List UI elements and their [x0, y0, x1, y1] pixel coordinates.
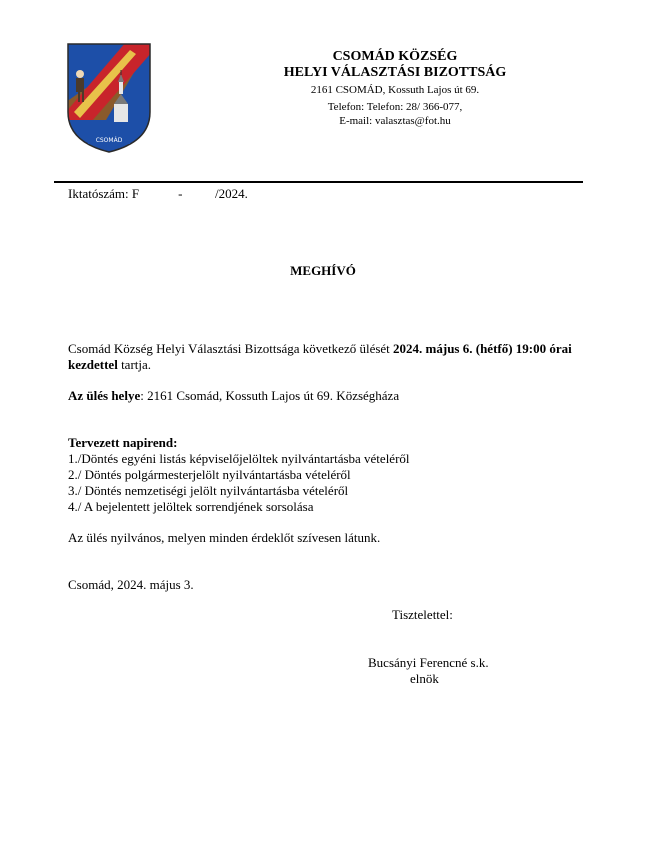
- header-organization: [250, 49, 540, 128]
- org-phone: Telefon: Telefon: 28/ 366-077,: [327, 101, 463, 113]
- org-email: E-mail: valasztas@fot.hu: [339, 115, 451, 127]
- crest-banner-text: CSOMÁD: [95, 137, 123, 144]
- closing-salutation: Tisztelettel:: [392, 607, 453, 622]
- meeting-place: [68, 388, 588, 404]
- date-line: Csomád, 2024. május 3.: [68, 577, 194, 592]
- intro-text-2: tartja.: [117, 357, 152, 372]
- intro-datetime: 2024. május 6. (hétfő) 19:00 órai kezdettel: [68, 341, 572, 372]
- header-divider: [54, 181, 583, 183]
- meeting-place-label: Az ülés helye: [68, 388, 141, 403]
- intro-text-1: Csomád Község Helyi Választási Bizottsága következő ülését: [68, 341, 394, 356]
- coat-of-arms-logo: [66, 42, 152, 154]
- org-name-line2: HELYI VÁLASZTÁSI BIZOTTSÁG: [283, 65, 507, 80]
- coat-of-arms-icon: [66, 42, 152, 154]
- signature-block: [368, 655, 528, 687]
- agenda: [68, 435, 588, 515]
- signer-name: Bucsányi Ferencné s.k.: [368, 655, 489, 670]
- agenda-item: 1./Döntés egyéni listás képviselőjelöltek nyilvántartásba vételéről: [68, 451, 410, 466]
- agenda-item: 2./ Döntés polgármesterjelölt nyilvántartásba vételéről: [68, 467, 351, 482]
- agenda-item: 3./ Döntés nemzetiségi jelölt nyilvántartásba vételéről: [68, 483, 349, 498]
- org-name-line1: CSOMÁD KÖZSÉG: [332, 49, 458, 64]
- org-address: 2161 CSOMÁD, Kossuth Lajos út 69.: [310, 84, 480, 96]
- meeting-place-value: : 2161 Csomád, Kossuth Lajos út 69. Községháza: [140, 388, 400, 403]
- agenda-title: Tervezett napirend:: [68, 435, 178, 450]
- reference-number: Iktatószám: F - /2024.: [68, 186, 248, 201]
- intro-paragraph: [68, 341, 588, 373]
- document-title: MEGHÍVÓ: [290, 263, 356, 278]
- agenda-item: 4./ A bejelentett jelöltek sorrendjének sorsolása: [68, 499, 314, 514]
- public-note: Az ülés nyilvános, melyen minden érdeklőt szívesen látunk.: [68, 530, 381, 545]
- signer-role: elnök: [410, 671, 439, 686]
